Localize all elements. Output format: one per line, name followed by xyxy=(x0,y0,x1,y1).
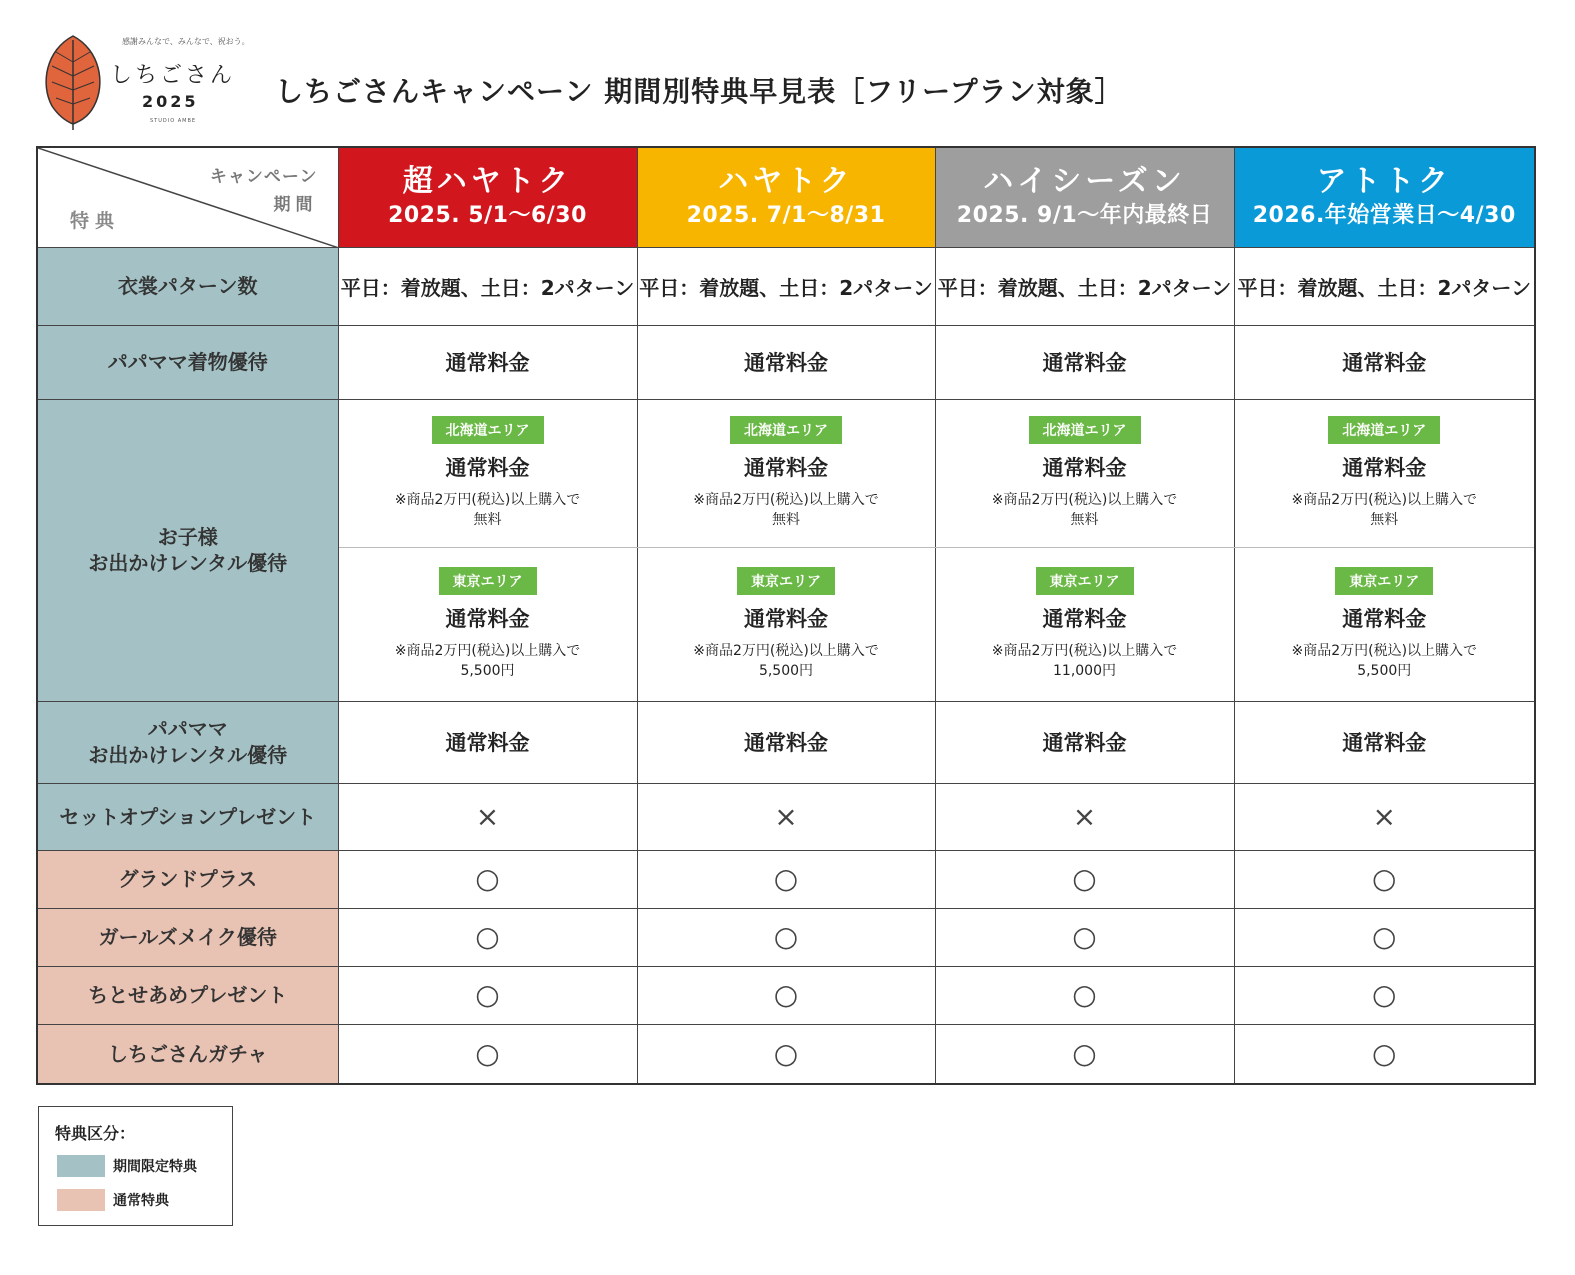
campaign-period: 2026.年始営業日〜4/30 xyxy=(1252,203,1516,229)
legend-label: 期間限定特典 xyxy=(113,1159,197,1175)
area-note-price: 無料 xyxy=(473,512,502,528)
area-fee: 通常料金 xyxy=(1342,607,1427,631)
area-cell-tokyo xyxy=(935,547,1234,701)
area-badge-tokyo: 東京エリア xyxy=(1036,567,1134,595)
table-cell: 通常料金 xyxy=(637,325,935,399)
circle-mark: ○ xyxy=(338,966,637,1024)
area-note: ※商品2万円(税込)以上購入で xyxy=(394,643,581,659)
legend-box xyxy=(38,1106,233,1226)
cross-mark: × xyxy=(637,783,935,850)
circle-mark: ○ xyxy=(637,966,935,1024)
table-cell: 通常料金 xyxy=(935,701,1234,783)
row-label-kids-rental xyxy=(37,399,338,701)
row-label-costume: 衣裳パターン数 xyxy=(37,247,338,325)
area-note-price: 無料 xyxy=(772,512,800,528)
benefit-table xyxy=(36,146,1536,1085)
area-note: ※商品2万円(税込)以上購入で xyxy=(991,492,1178,508)
area-fee: 通常料金 xyxy=(1042,607,1127,631)
table-row-gacha xyxy=(37,1024,1535,1084)
campaign-name: ハヤトク xyxy=(718,164,854,200)
table-cell: 通常料金 xyxy=(935,325,1234,399)
circle-mark: ○ xyxy=(637,850,935,908)
table-row-girls-make xyxy=(37,908,1535,966)
area-note: ※商品2万円(税込)以上購入で xyxy=(991,643,1178,659)
area-badge-hokkaido: 北海道エリア xyxy=(1328,416,1440,444)
circle-mark: ○ xyxy=(338,1024,637,1084)
area-badge-hokkaido: 北海道エリア xyxy=(1029,416,1141,444)
legend-label: 通常特典 xyxy=(113,1193,169,1209)
cross-mark: × xyxy=(1234,783,1535,850)
area-note-price: 5,500円 xyxy=(1357,663,1412,679)
page-title: しちごさんキャンペーン 期間別特典早見表［フリープラン対象］ xyxy=(275,75,1124,108)
area-fee: 通常料金 xyxy=(445,607,530,631)
row-label-papamama-kimono: パパママ着物優待 xyxy=(37,325,338,399)
row-label-line: お出かけレンタル優待 xyxy=(88,551,288,575)
cross-mark: × xyxy=(935,783,1234,850)
area-badge-tokyo: 東京エリア xyxy=(1335,567,1433,595)
legend-item-limited xyxy=(57,1155,197,1177)
table-cell: 通常料金 xyxy=(637,701,935,783)
area-cell-hokkaido xyxy=(338,399,637,547)
circle-mark: ○ xyxy=(1234,1024,1535,1084)
table-row-kids-rental-hokkaido xyxy=(37,399,1535,547)
area-note-price: 無料 xyxy=(1070,512,1099,528)
area-note: ※商品2万円(税込)以上購入で xyxy=(1291,643,1478,659)
circle-mark: ○ xyxy=(338,908,637,966)
circle-mark: ○ xyxy=(935,1024,1234,1084)
table-row-costume xyxy=(37,247,1535,325)
area-badge-tokyo: 東京エリア xyxy=(737,567,835,595)
row-label-set-option: セットオプションプレゼント xyxy=(37,783,338,850)
circle-mark: ○ xyxy=(935,908,1234,966)
campaign-period: 2025. 9/1〜年内最終日 xyxy=(956,203,1213,229)
brand-logo xyxy=(38,32,250,132)
table-cell: 通常料金 xyxy=(1234,325,1535,399)
campaign-name: アトトク xyxy=(1316,164,1452,200)
area-fee: 通常料金 xyxy=(744,456,828,480)
circle-mark: ○ xyxy=(1234,908,1535,966)
table-header-row xyxy=(37,147,1535,247)
legend-item-regular xyxy=(57,1189,169,1211)
area-note: ※商品2万円(税込)以上購入で xyxy=(1291,492,1478,508)
row-label-grand-plus: グランドプラス xyxy=(37,850,338,908)
corner-campaign-label: キャンペーン xyxy=(209,167,318,187)
corner-benefit-label: 特典 xyxy=(70,209,121,232)
circle-mark: ○ xyxy=(1234,966,1535,1024)
row-label-girls-make: ガールズメイク優待 xyxy=(37,908,338,966)
table-row-grand-plus xyxy=(37,850,1535,908)
area-fee: 通常料金 xyxy=(744,607,828,631)
area-note: ※商品2万円(税込)以上購入で xyxy=(693,643,879,659)
campaign-period: 2025. 7/1〜8/31 xyxy=(686,203,886,229)
circle-mark: ○ xyxy=(637,908,935,966)
corner-header xyxy=(37,147,338,247)
table-row-chitose xyxy=(37,966,1535,1024)
campaign-name: ハイシーズン xyxy=(983,164,1186,200)
area-badge-tokyo: 東京エリア xyxy=(439,567,537,595)
campaign-header-high-season xyxy=(935,147,1234,247)
area-badge-hokkaido: 北海道エリア xyxy=(730,416,842,444)
legend-title: 特典区分： xyxy=(55,1124,136,1143)
circle-mark: ○ xyxy=(1234,850,1535,908)
table-cell: 平日：着放題、土日：2パターン xyxy=(637,247,935,325)
legend-swatch-regular xyxy=(57,1189,105,1211)
area-cell-tokyo xyxy=(637,547,935,701)
area-fee: 通常料金 xyxy=(1342,456,1427,480)
row-label-line: お子様 xyxy=(157,525,218,549)
row-label-chitose: ちとせあめプレゼント xyxy=(37,966,338,1024)
area-cell-hokkaido xyxy=(935,399,1234,547)
circle-mark: ○ xyxy=(338,850,637,908)
table-row-papamama-rental xyxy=(37,701,1535,783)
area-fee: 通常料金 xyxy=(1042,456,1127,480)
logo-year: 2025 xyxy=(142,92,199,111)
area-note-price: 無料 xyxy=(1370,512,1399,528)
campaign-header-chou-hayatoku xyxy=(338,147,637,247)
corner-period-label: 期間 xyxy=(273,195,318,215)
leaf-icon xyxy=(38,32,108,132)
area-note-price: 5,500円 xyxy=(758,663,814,679)
row-label-line: パパママ xyxy=(147,717,228,741)
table-cell: 通常料金 xyxy=(1234,701,1535,783)
campaign-header-atotoku xyxy=(1234,147,1535,247)
area-note-price: 11,000円 xyxy=(1053,663,1116,679)
table-cell: 通常料金 xyxy=(338,325,637,399)
row-label-line: お出かけレンタル優待 xyxy=(88,743,288,767)
area-cell-tokyo xyxy=(1234,547,1535,701)
area-cell-hokkaido xyxy=(637,399,935,547)
area-note: ※商品2万円(税込)以上購入で xyxy=(693,492,879,508)
table-cell: 通常料金 xyxy=(338,701,637,783)
table-row-papamama-kimono xyxy=(37,325,1535,399)
area-cell-hokkaido xyxy=(1234,399,1535,547)
table-cell: 平日：着放題、土日：2パターン xyxy=(338,247,637,325)
logo-tagline: 感謝みんなで、みんなで、祝おう。 xyxy=(122,37,250,46)
cross-mark: × xyxy=(338,783,637,850)
table-cell: 平日：着放題、土日：2パターン xyxy=(935,247,1234,325)
logo-name: しちごさん xyxy=(110,63,236,88)
row-label-papamama-rental xyxy=(37,701,338,783)
circle-mark: ○ xyxy=(935,966,1234,1024)
row-label-gacha: しちごさんガチャ xyxy=(37,1024,338,1084)
table-row-set-option xyxy=(37,783,1535,850)
circle-mark: ○ xyxy=(637,1024,935,1084)
campaign-header-hayatoku xyxy=(637,147,935,247)
legend-swatch-limited xyxy=(57,1155,105,1177)
area-note-price: 5,500円 xyxy=(460,663,515,679)
logo-sub: STUDIO AMBE xyxy=(150,118,197,124)
area-cell-tokyo xyxy=(338,547,637,701)
table-cell: 平日：着放題、土日：2パターン xyxy=(1234,247,1535,325)
area-badge-hokkaido: 北海道エリア xyxy=(432,416,544,444)
area-fee: 通常料金 xyxy=(445,456,530,480)
area-note: ※商品2万円(税込)以上購入で xyxy=(394,492,581,508)
circle-mark: ○ xyxy=(935,850,1234,908)
campaign-name: 超ハヤトク xyxy=(402,164,573,200)
campaign-period: 2025. 5/1〜6/30 xyxy=(388,203,587,229)
